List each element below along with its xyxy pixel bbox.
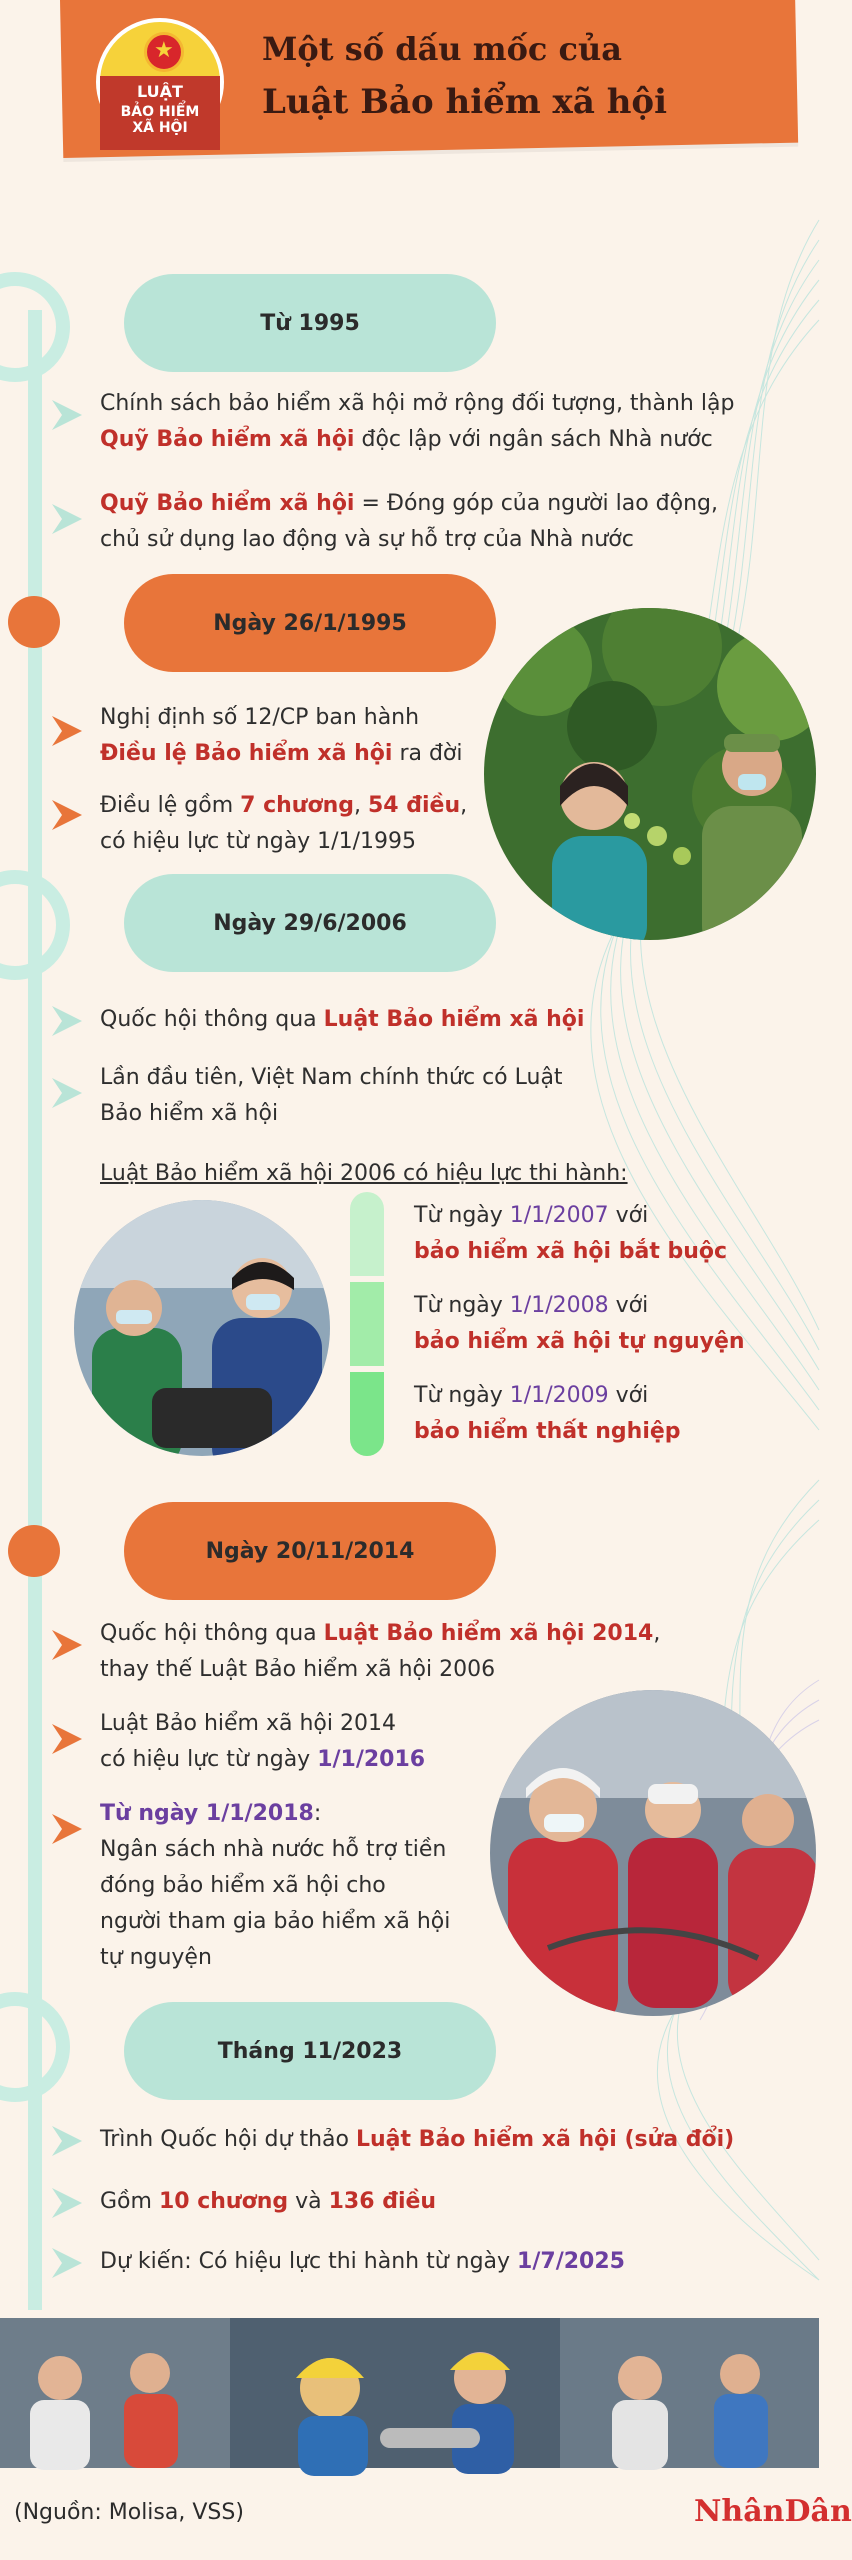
milestone-2023-item-3: Dự kiến: Có hiệu lực thi hành từ ngày 1/7/2025 bbox=[100, 2249, 625, 2274]
timeline-dot-orange bbox=[8, 596, 60, 648]
garment-workers-photo bbox=[72, 1198, 332, 1458]
logo-text-bottom: BẢO HIỂM XÃ HỘI bbox=[120, 104, 200, 136]
arrow-icon bbox=[52, 400, 82, 430]
effect-item-1: Từ ngày 1/1/2007 với bảo hiểm xã hội bắt buộc bbox=[414, 1203, 728, 1264]
milestone-2006-item-2: Lần đầu tiên, Việt Nam chính thức có Luật Bảo hiểm xã hội bbox=[100, 1065, 563, 1126]
milestone-2023-item-2: Gồm 10 chương và 136 điều bbox=[100, 2189, 437, 2214]
arrow-icon bbox=[52, 2248, 82, 2278]
factory-workers-photo bbox=[488, 1688, 818, 2018]
milestone-1995-item-1: Chính sách bảo hiểm xã hội mở rộng đối tượng, thành lập Quỹ Bảo hiểm xã hội độc lập với ngân sách Nhà nước bbox=[100, 391, 735, 452]
page-title-line2: Luật Bảo hiểm xã hội bbox=[262, 82, 668, 122]
arrow-icon bbox=[52, 504, 82, 534]
milestone-2023-item-1: Trình Quốc hội dự thảo Luật Bảo hiểm xã hội (sửa đổi) bbox=[100, 2127, 735, 2152]
arrow-icon bbox=[52, 2126, 82, 2156]
milestone-pill-29-6-2006: Ngày 29/6/2006 bbox=[124, 874, 496, 972]
effect-bar-2 bbox=[350, 1282, 384, 1366]
arrow-icon bbox=[52, 1006, 82, 1036]
effect-bar-1 bbox=[350, 1192, 384, 1276]
milestone-26-1-1995-item-1: Nghị định số 12/CP ban hành Điều lệ Bảo hiểm xã hội ra đời bbox=[100, 705, 463, 766]
milestone-pill-1995: Từ 1995 bbox=[124, 274, 496, 372]
milestone-pill-11-2023: Tháng 11/2023 bbox=[124, 2002, 496, 2100]
arrow-icon bbox=[52, 800, 82, 830]
arrow-icon bbox=[52, 716, 82, 746]
orchard-workers-photo bbox=[482, 606, 818, 942]
timeline-ring bbox=[0, 272, 70, 382]
milestone-2006-item-1: Quốc hội thông qua Luật Bảo hiểm xã hội bbox=[100, 1007, 585, 1032]
effect-heading: Luật Bảo hiểm xã hội 2006 có hiệu lực thi hành: bbox=[100, 1161, 628, 1186]
milestone-2014-item-1: Quốc hội thông qua Luật Bảo hiểm xã hội 2014, thay thế Luật Bảo hiểm xã hội 2006 bbox=[100, 1621, 661, 1682]
arrow-icon bbox=[52, 1078, 82, 1108]
workers-photo-strip bbox=[0, 2318, 819, 2468]
milestone-pill-26-1-1995: Ngày 26/1/1995 bbox=[124, 574, 496, 672]
milestone-2014-item-3: Từ ngày 1/1/2018: Ngân sách nhà nước hỗ trợ tiền đóng bảo hiểm xã hội cho người tham gia bảo hiểm xã hội tự nguyện bbox=[100, 1801, 451, 1970]
arrow-icon bbox=[52, 1724, 82, 1754]
timeline-ring bbox=[0, 870, 70, 980]
effect-item-2: Từ ngày 1/1/2008 với bảo hiểm xã hội tự nguyện bbox=[414, 1293, 745, 1354]
milestone-pill-20-11-2014: Ngày 20/11/2014 bbox=[124, 1502, 496, 1600]
milestone-1995-item-2: Quỹ Bảo hiểm xã hội = Đóng góp của người lao động, chủ sử dụng lao động và sự hỗ trợ của Nhà nước bbox=[100, 491, 718, 552]
timeline-ring bbox=[0, 1992, 70, 2102]
nhandan-logo: NhânDân bbox=[694, 2494, 852, 2529]
arrow-icon bbox=[52, 1630, 82, 1660]
effect-bar-3 bbox=[350, 1372, 384, 1456]
effect-item-3: Từ ngày 1/1/2009 với bảo hiểm thất nghiệp bbox=[414, 1383, 681, 1444]
arrow-icon bbox=[52, 2188, 82, 2218]
source-note: (Nguồn: Molisa, VSS) bbox=[14, 2500, 244, 2525]
social-insurance-law-logo bbox=[96, 18, 224, 146]
page-title-line1: Một số dấu mốc của bbox=[262, 30, 623, 68]
timeline-dot-orange bbox=[8, 1525, 60, 1577]
arrow-icon bbox=[52, 1814, 82, 1844]
national-emblem-icon bbox=[144, 32, 184, 72]
milestone-2014-item-2: Luật Bảo hiểm xã hội 2014 có hiệu lực từ ngày 1/1/2016 bbox=[100, 1711, 426, 1772]
logo-text-top: LUẬT bbox=[137, 82, 183, 101]
milestone-26-1-1995-item-2: Điều lệ gồm 7 chương, 54 điều, có hiệu lực từ ngày 1/1/1995 bbox=[100, 793, 468, 854]
